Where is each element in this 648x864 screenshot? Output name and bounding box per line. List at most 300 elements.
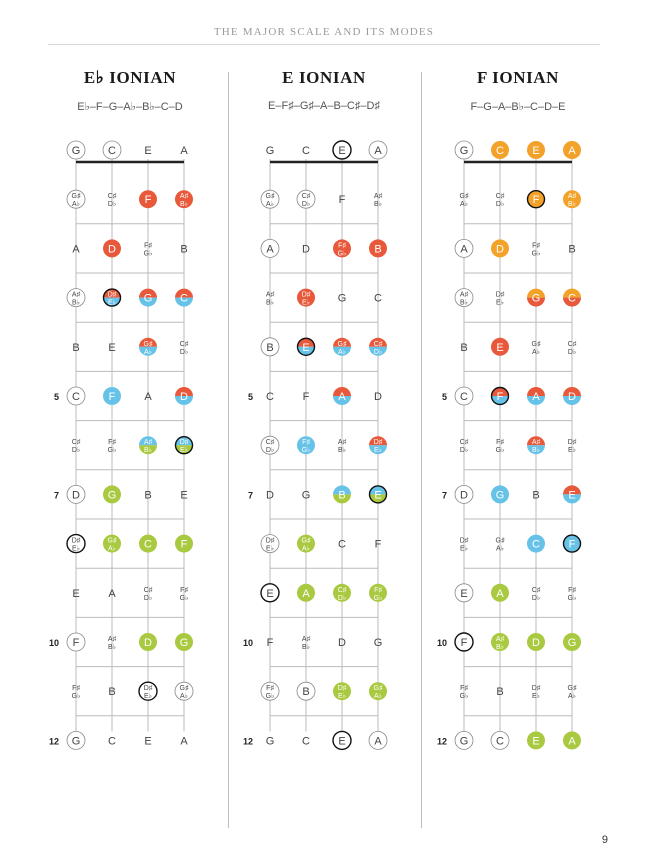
note-marker [108,636,117,651]
note-label: C [302,735,310,748]
note-label: F [532,194,540,207]
note-label: F [568,538,576,551]
note-marker [496,686,503,698]
note-label: B [496,686,504,699]
note-label: G [459,735,469,748]
note-label: E [338,735,346,748]
note-marker [527,731,545,749]
note-label-alt: D♭ [459,447,469,455]
note-marker [532,685,541,700]
note-label: A♯ [107,636,117,643]
note-label: A [108,587,116,600]
note-label: C [374,292,382,305]
note-marker [67,633,85,651]
note-label: G♯ [459,193,469,201]
note-label: F [338,194,346,207]
note-label: C♯ [531,586,541,594]
note-label: D [532,637,540,649]
note-label-alt: E♭ [180,447,188,455]
note-label: C [532,538,540,551]
note-marker [568,439,577,454]
page-header: THE MAJOR SCALE AND ITS MODES [213,26,435,38]
note-marker [491,239,509,257]
note-marker [302,145,310,157]
note-label: G [301,489,311,502]
note-label-alt: B♭ [460,299,468,307]
note-marker [180,735,188,747]
note-label: C [72,391,80,403]
note-label: D [302,243,310,256]
note-label: D♯ [143,685,153,693]
note-label: F♯ [496,439,504,447]
note-label: C [180,292,188,305]
note-label: D [72,489,80,502]
note-label: E [460,587,468,600]
note-label: A♯ [179,193,189,201]
note-label-alt: E♭ [568,447,576,455]
note-marker [532,341,541,356]
note-label: B [266,341,274,354]
note-label-alt: B♭ [180,201,188,209]
note-marker [108,588,116,600]
note-label-alt: D♭ [107,201,117,209]
note-marker [103,239,121,257]
note-marker [175,633,193,651]
note-marker [267,637,274,649]
note-marker [175,190,193,208]
note-label: F [460,637,468,649]
note-marker [455,731,473,749]
note-marker [338,539,346,551]
note-marker [103,289,121,307]
note-label-alt: A♭ [108,545,116,553]
fret-number: 12 [436,736,447,747]
panel-f-ionian [428,62,608,762]
note-label: E [374,489,382,502]
note-label-alt: E♭ [302,299,310,307]
panel-e-ionian [234,62,414,762]
note-label: C♯ [373,340,383,348]
note-marker [139,190,157,208]
note-label: C♯ [301,193,311,201]
note-label: D [496,243,504,256]
note-marker [333,485,351,503]
note-marker [261,338,279,356]
note-label: E [532,145,540,157]
note-marker [302,489,311,501]
note-label: F♯ [568,586,576,594]
note-marker [455,141,473,159]
note-label-alt: A♭ [302,545,310,553]
note-label: C♯ [265,439,275,447]
note-label: E [532,735,540,748]
note-marker [144,587,153,602]
note-marker [266,489,274,501]
note-label-alt: B♭ [302,644,310,651]
note-marker [375,539,382,551]
note-marker [261,682,279,700]
note-label: F♯ [374,586,382,594]
note-label-alt: D♭ [179,348,189,356]
note-marker [175,289,193,307]
column-divider [228,72,229,828]
fret-number: 7 [53,490,59,501]
note-label-alt: D♭ [567,348,577,356]
note-label: F [180,538,188,551]
column-divider [421,72,422,828]
fret-number: 5 [53,392,59,402]
note-label: A [72,243,80,256]
note-marker [144,489,151,501]
note-label: A♯ [373,193,383,201]
note-marker [369,731,387,749]
note-label: G [143,292,153,305]
note-label: A♯ [459,291,469,299]
note-marker [302,243,310,255]
note-marker [333,584,351,602]
note-label: G [71,735,81,748]
note-label-alt: E♭ [108,299,116,307]
note-marker [67,731,85,749]
note-marker [527,633,545,651]
note-label: G [495,489,505,502]
note-label: C [460,391,468,403]
panel-scale: E♭–F–G–A♭–B♭–C–D [77,101,183,113]
note-label-alt: B♭ [496,644,504,651]
note-label: E [568,489,576,502]
note-label-alt: B♭ [72,299,80,307]
note-label-alt: A♭ [338,348,346,356]
note-marker [491,731,509,749]
note-label-alt: G♭ [567,594,577,602]
note-marker [139,682,157,700]
note-marker [491,633,509,651]
note-marker [369,584,387,602]
note-label: A♯ [337,439,347,447]
note-label-alt: B♭ [108,644,116,651]
note-label: G♯ [495,537,505,545]
panel-title: E♭ IONIAN [83,68,177,87]
note-label: G [531,292,541,305]
note-marker [175,436,193,454]
fret-number: 10 [48,638,59,648]
note-label: D♯ [531,685,541,693]
note-marker [297,682,315,700]
note-label: D♯ [301,291,311,299]
note-label-alt: E♭ [374,447,382,455]
note-marker [67,289,85,307]
note-label-alt: G♭ [107,447,117,455]
note-label: E [338,145,346,157]
note-marker [527,436,545,454]
note-label-alt: A♭ [180,693,188,701]
note-marker [67,485,85,503]
fretboard [234,62,414,762]
note-label: D♯ [337,685,347,693]
note-marker [563,190,581,208]
note-label: A♯ [301,636,311,643]
note-label: D [266,489,274,502]
note-marker [72,342,79,354]
note-label: D♯ [373,439,383,447]
note-marker [532,242,541,257]
note-label: G [179,637,189,649]
note-label: C [496,735,504,748]
note-label-alt: D♭ [265,447,275,455]
note-label: C [108,145,116,157]
note-marker [180,145,188,157]
note-label: D♯ [459,537,469,545]
note-marker [338,439,347,454]
note-marker [455,239,473,257]
note-label-alt: E♭ [532,693,540,701]
note-marker [261,436,279,454]
note-marker [266,735,275,747]
note-label: G [71,145,81,157]
fret-number: 12 [48,736,59,747]
note-label-alt: G♭ [265,693,275,701]
note-marker [496,292,505,307]
note-label: A [496,587,504,600]
note-marker [333,682,351,700]
note-label-alt: B♭ [266,299,274,307]
note-marker [108,686,115,698]
note-marker [266,145,275,157]
note-label: E [72,587,80,600]
note-marker [455,633,473,651]
note-label: C♯ [459,439,469,447]
note-label: F♯ [460,685,468,693]
note-marker [108,439,117,454]
note-marker [108,735,116,747]
note-marker [460,342,467,354]
note-label: C♯ [567,340,577,348]
note-marker [103,485,121,503]
note-marker [374,293,382,305]
fret-number: 5 [441,392,447,402]
note-marker [67,387,85,405]
note-marker [303,391,310,403]
fret-number: 7 [247,490,253,501]
note-label-alt: G♭ [531,250,541,258]
note-label-alt: B♭ [568,201,576,209]
note-marker [563,535,581,553]
note-marker [175,535,193,553]
note-label-alt: D♭ [301,201,311,209]
note-marker [563,731,581,749]
note-label: F [144,194,152,207]
note-label: B [302,686,310,699]
note-marker [455,387,473,405]
note-label: F [496,391,504,403]
panel-scale: F–G–A–B♭–C–D–E [470,101,566,113]
note-marker [532,587,541,602]
note-label: G [459,145,469,157]
note-label-alt: G♭ [179,594,189,602]
note-label-alt: B♭ [374,201,382,209]
note-label: A♯ [567,193,577,201]
note-label: A [180,735,188,748]
note-label: A [338,391,346,403]
note-marker [261,535,279,553]
note-marker [369,485,387,503]
note-marker [72,243,80,255]
fret-number: 5 [247,392,253,402]
note-marker [568,341,577,356]
note-marker [369,436,387,454]
note-label-alt: G♭ [373,594,383,602]
note-label: E [266,587,274,600]
note-label: G [373,637,383,649]
note-label: C [496,145,504,157]
note-label: E [496,341,504,354]
note-marker [568,243,575,255]
note-label-alt: G♭ [495,447,505,455]
fretboard [428,62,608,762]
note-label: D [144,637,152,649]
note-label-alt: A♭ [374,693,382,701]
panel-scale: E–F♯–G♯–A–B–C♯–D♯ [268,100,380,112]
note-label-alt: E♭ [266,545,274,553]
note-marker [374,193,383,208]
note-marker [67,535,85,553]
note-marker [302,735,310,747]
note-label: D [568,391,576,403]
note-marker [297,584,315,602]
note-label: A♯ [143,439,153,447]
note-label: C♯ [179,340,189,348]
note-marker [532,489,539,501]
note-label: B [338,489,346,502]
note-label-alt: A♭ [496,545,504,553]
note-label-alt: B♭ [144,447,152,455]
note-label-alt: D♭ [71,447,81,455]
note-label: E [144,735,152,748]
note-label: B [460,341,468,354]
note-label-alt: D♭ [373,348,383,356]
note-marker [302,636,311,651]
note-label: F [302,391,310,403]
note-label-alt: A♭ [568,693,576,701]
note-label: A [302,587,310,600]
note-label: C [108,735,116,748]
note-label-alt: D♭ [531,594,541,602]
note-label: D [338,637,346,649]
note-label: F♯ [302,439,310,447]
note-marker [460,439,469,454]
note-label-alt: B♭ [532,447,540,455]
panel-eb-ionian [40,62,220,762]
note-label: G [337,292,347,305]
note-label: G [265,735,275,748]
fret-number: 10 [436,638,447,648]
note-marker [180,489,187,501]
note-marker [297,436,315,454]
note-label-alt: A♭ [532,348,540,356]
note-marker [496,538,505,553]
note-label: E [144,145,152,157]
note-label: C♯ [143,586,153,594]
note-marker [369,682,387,700]
fret-number: 7 [441,490,447,501]
note-marker [527,289,545,307]
note-label: E [180,489,188,502]
note-label-alt: D♭ [143,594,153,602]
note-label: B [144,489,152,502]
note-marker [491,387,509,405]
note-marker [338,293,347,305]
note-marker [374,391,382,403]
note-marker [261,190,279,208]
note-label: G [265,145,275,157]
note-label-alt: G♭ [143,250,153,258]
note-label: A [568,145,576,157]
note-marker [460,685,469,700]
note-label: F [72,637,80,649]
note-label: C [266,391,274,403]
note-marker [139,436,157,454]
note-marker [460,538,469,553]
note-label: B [72,341,80,354]
note-label: C♯ [107,193,117,201]
note-marker [333,141,351,159]
note-marker [139,289,157,307]
panel-title: F IONIAN [476,68,560,87]
note-marker [527,535,545,553]
note-label-alt: E♭ [72,545,80,553]
note-marker [491,485,509,503]
note-marker [496,439,505,454]
note-label: B [180,243,188,256]
note-marker [338,637,346,649]
note-label-alt: A♭ [460,201,468,209]
note-label: C♯ [337,586,347,594]
note-label: C [302,145,310,157]
note-marker [108,193,117,208]
note-marker [180,243,187,255]
panel-title: E IONIAN [282,68,366,87]
note-marker [369,239,387,257]
note-marker [563,289,581,307]
note-label-alt: E♭ [496,299,504,307]
note-label: G [107,489,117,502]
note-label-alt: A♭ [144,348,152,356]
note-label: A [374,145,382,157]
note-marker [333,239,351,257]
note-label: E [108,341,116,354]
note-marker [527,190,545,208]
note-marker [369,338,387,356]
note-label: G♯ [337,340,347,348]
note-label: A [374,735,382,748]
note-label: A [532,391,540,403]
fret-number: 12 [242,736,253,747]
note-label: D♯ [495,291,505,299]
note-label: C [338,538,346,551]
note-label: A♯ [495,636,505,643]
note-label: A♯ [265,291,275,299]
note-label: F♯ [180,586,188,594]
note-marker [496,193,505,208]
note-marker [369,141,387,159]
note-marker [72,439,81,454]
note-marker [455,584,473,602]
note-label: F [374,538,382,551]
note-marker [297,289,315,307]
note-marker [455,289,473,307]
note-marker [266,391,274,403]
note-label-alt: G♭ [337,250,347,258]
